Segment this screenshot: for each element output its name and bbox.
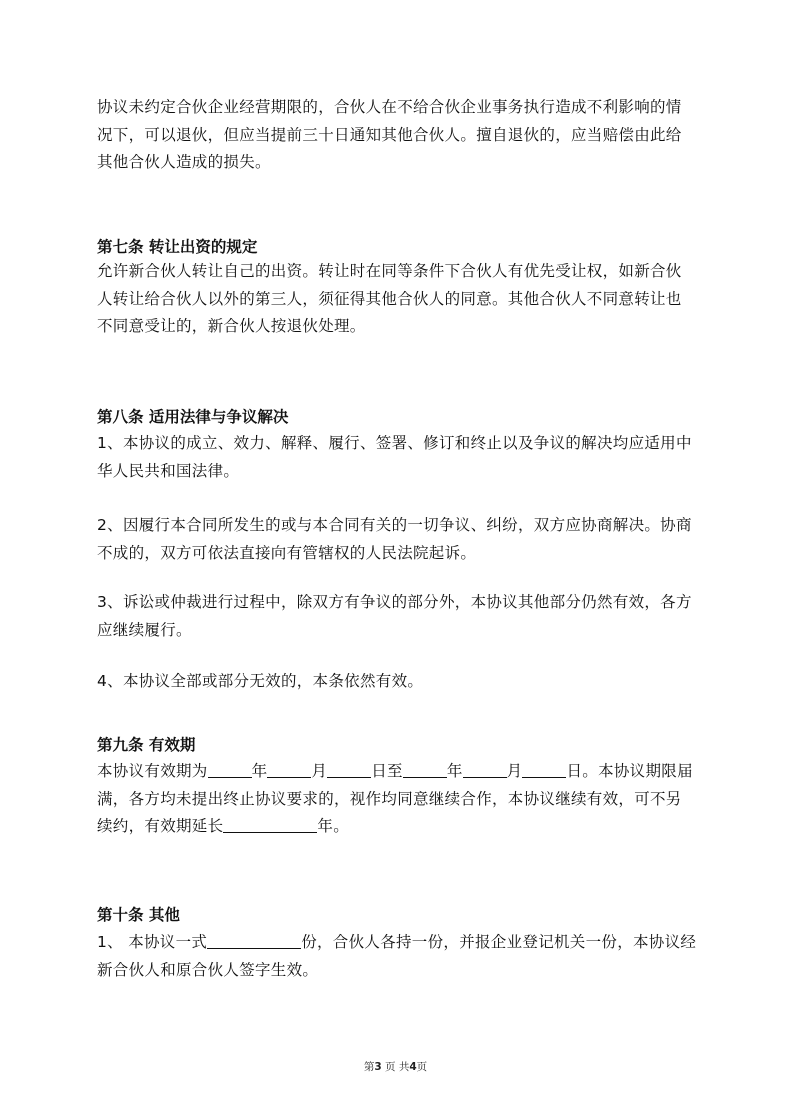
article-7-heading: 第七条 转让出资的规定 [97, 238, 258, 256]
article-8-item-3: 3、诉讼或仲裁进行过程中，除双方有争议的部分外，本协议其他部分仍然有效，各方应继续履行。 [97, 593, 692, 639]
withdraw-paragraph: 协议未约定合伙企业经营期限的，合伙人在不给合伙企业事务执行造成不利影响的情况下，可以退伙，但应当提前三十日通知其他合伙人。擅自退伙的，应当赔偿由此给其他合伙人造成的损失。 [97, 98, 682, 171]
month-blank-field [267, 762, 311, 778]
article-8-item-2: 2、因履行本合同所发生的或与本合同有关的一切争议、纠纷，双方应协商解决。协商不成的，双方可依法直接向有管辖权的人民法院起诉。 [97, 516, 692, 562]
article-9-heading: 第九条 有效期 [97, 736, 196, 754]
end-month-blank-field [463, 762, 507, 778]
year-blank-field [208, 762, 252, 778]
article-8-heading: 第八条 适用法律与争议解决 [97, 408, 289, 426]
page-footer: 第3 页 共4页 [363, 1061, 428, 1073]
article-9-body: 本协议有效期为 年 月 日至 年 月 日。本协议期限届满，各方均未提出终止协议要求的，视作均同意继续合作，本协议继续有效，可不另续约，有效期延长 年。 [97, 762, 693, 835]
extension-years-blank-field [223, 817, 317, 833]
article-8-item-4: 4、本协议全部或部分无效的，本条依然有效。 [97, 672, 424, 690]
day-blank-field [327, 762, 371, 778]
article-7-body: 允许新合伙人转让自己的出资。转让时在同等条件下合伙人有优先受让权，如新合伙人转让给合伙人以外的第三人，须征得其他合伙人的同意。其他合伙人不同意转让也不同意受让的，新合伙人按退伙处理。 [97, 262, 682, 335]
end-day-blank-field [522, 762, 566, 778]
end-year-blank-field [403, 762, 447, 778]
total-page-number: 4 [409, 1061, 417, 1073]
current-page-number: 3 [374, 1061, 382, 1073]
article-10-heading: 第十条 其他 [97, 906, 180, 924]
article-8-item-1: 1、本协议的成立、效力、解释、履行、签署、修订和终止以及争议的解决均应适用中华人民共和国法律。 [97, 434, 692, 480]
article-10-body: 1、 本协议一式 份，合伙人各持一份，并报企业登记机关一份，本协议经新合伙人和原合伙人签字生效。 [97, 933, 697, 979]
copies-blank-field [207, 933, 301, 949]
